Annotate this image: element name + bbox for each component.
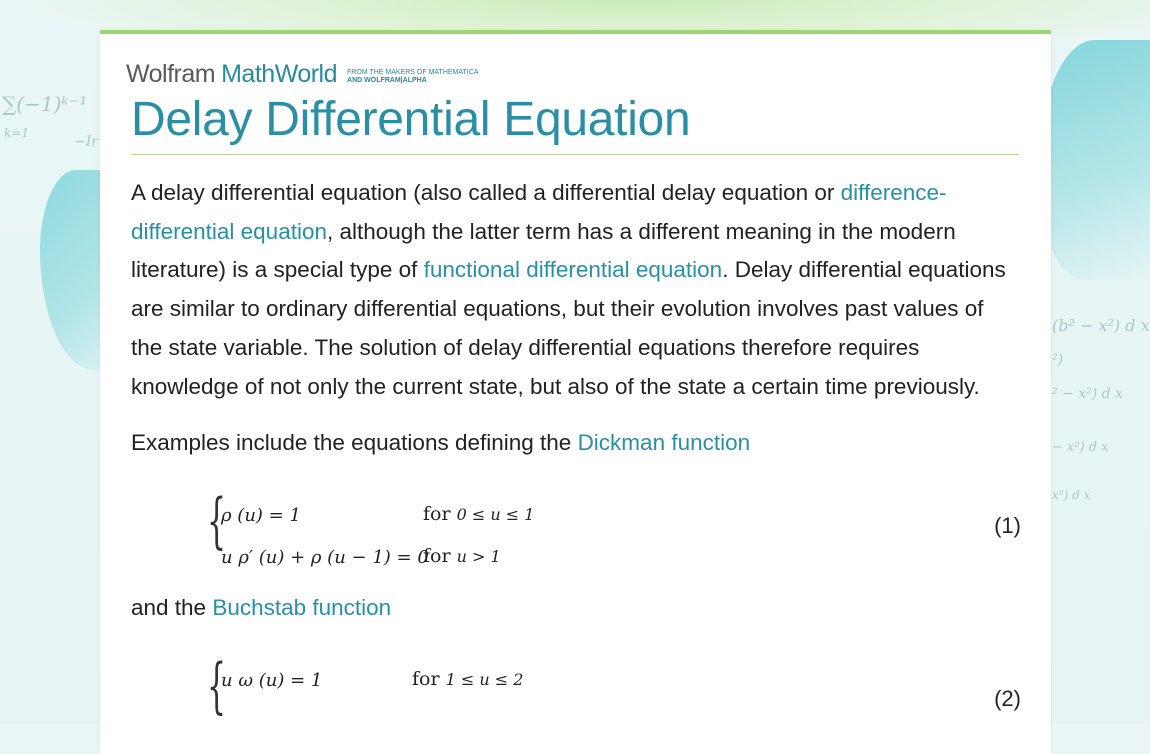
equation-1-condition-1 [423, 495, 534, 535]
background-formula: (b² − x²) d x [1052, 316, 1150, 335]
intro-text: A delay differential equation (also called a differential delay equation or [131, 180, 841, 205]
equation-2 [131, 646, 1021, 736]
equation-number: (1) [994, 512, 1021, 538]
logo-wolfram-text: Wolfram [126, 60, 216, 88]
logo-tagline-line2: AND WOLFRAM|ALPHA [347, 77, 427, 84]
link-functional-differential-equation[interactable]: functional differential equation [423, 257, 723, 283]
equation-2-row-1: u ω (u) = 1 [221, 669, 323, 691]
logo-tagline-line1: FROM THE MAKERS OF MATHEMATICA [347, 69, 479, 76]
background-formula: k=1 [4, 126, 29, 140]
condition-word: for [412, 667, 440, 690]
background-surface-plot-right [1040, 40, 1150, 280]
equation-brace: { [207, 650, 227, 721]
link-difference-differential-equation[interactable]: difference-differential equation [131, 180, 947, 244]
condition-word: for [423, 502, 451, 525]
background-formula: ² − x²) d x [1052, 386, 1123, 402]
logo-mathworld-text: MathWorld [221, 60, 338, 88]
equation-2-condition-1 [412, 660, 523, 700]
condition-expression: 1 ≤ u ≤ 2 [445, 669, 524, 689]
site-logo[interactable] [126, 60, 478, 89]
condition-word: for [423, 544, 451, 567]
equation-1-condition-2 [423, 537, 501, 577]
link-dickman-function[interactable]: Dickman function [577, 430, 751, 456]
condition-expression: u > 1 [456, 546, 501, 566]
equation-number: (2) [994, 685, 1021, 711]
background-formula: ²) [1052, 352, 1064, 368]
logo-tagline [347, 69, 478, 85]
title-divider [131, 154, 1019, 155]
equation-1-row-1: ρ (u) = 1 [221, 504, 301, 526]
examples-text: Examples include the equations defining the [131, 430, 578, 456]
equation-1 [131, 481, 1021, 571]
and-the-paragraph [131, 589, 1021, 628]
intro-text: , although the latter term has a different meaning in the modern literature) is a special type of [131, 218, 956, 283]
equation-1-row-2: u ρ′ (u) + ρ (u − 1) = 0 [221, 546, 429, 568]
page-title: Delay Differential Equation [131, 93, 691, 146]
background-formula: ∑(−1)ᵏ⁻¹ [2, 92, 88, 116]
condition-expression: 0 ≤ u ≤ 1 [456, 504, 535, 524]
equation-brace: { [207, 485, 227, 556]
link-buchstab-function[interactable]: Buchstab function [212, 594, 392, 620]
examples-paragraph [131, 424, 1021, 463]
article-body [131, 174, 1021, 736]
intro-text: . Delay differential equations are similar to ordinary differential equations, but their evolution involves past values of the state variable. The solution of delay differential equations therefore requires knowledge of not only the current state, but also of the state a certain time previously. [131, 257, 1006, 399]
intro-paragraph [131, 174, 1021, 406]
background-formula: − x²) d x [1052, 440, 1109, 455]
article-card [100, 30, 1051, 754]
and-the-text: and the [131, 594, 213, 620]
background-formula: −Ir [74, 134, 98, 150]
background-formula: x²) d x [1052, 488, 1091, 502]
